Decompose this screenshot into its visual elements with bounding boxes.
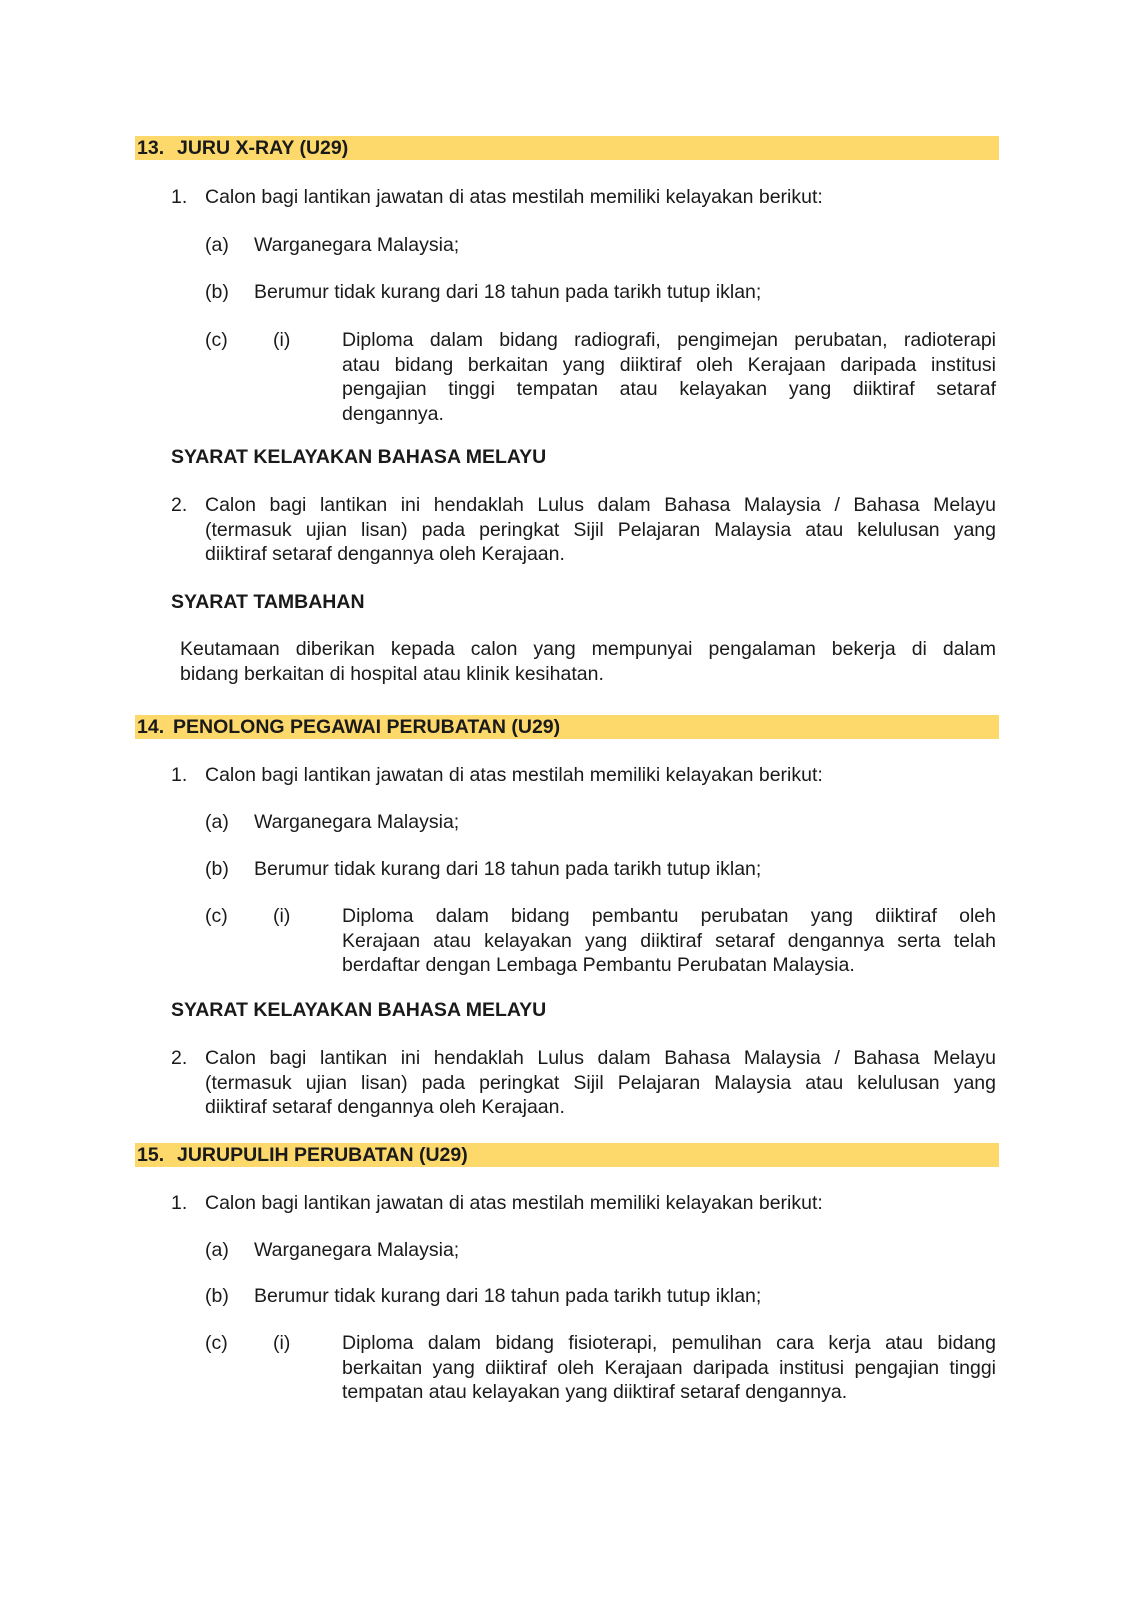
paragraph-line: tempatan atau kelayakan yang diiktiraf setaraf dengannya. — [342, 1381, 848, 1403]
item-text-a: Warganegara Malaysia; — [254, 234, 460, 256]
item-marker-c: (c) — [205, 1332, 228, 1354]
paragraph-line: Diploma dalam bidang fisioterapi, pemulihan cara kerja atau bidang — [342, 1332, 996, 1354]
section-title: JURU X-RAY (U29) — [177, 137, 349, 159]
paragraph-line: Calon bagi lantikan ini hendaklah Lulus dalam Bahasa Malaysia / Bahasa Melayu — [205, 1047, 996, 1069]
paragraph-line: atau bidang berkaitan yang diiktiraf oleh Kerajaan daripada institusi — [342, 353, 996, 376]
sub-marker-i: (i) — [273, 905, 291, 927]
paragraph-line: diiktiraf setaraf dengannya oleh Kerajaan. — [205, 543, 565, 565]
qualification-paragraph — [342, 904, 996, 978]
paragraph-line: Diploma dalam bidang pembantu perubatan yang diiktiraf oleh — [342, 905, 996, 927]
paragraph-line: (termasuk ujian lisan) pada peringkat Sijil Pelajaran Malaysia atau kelulusan yang — [205, 518, 996, 541]
paragraph-line: Diploma dalam bidang radiografi, pengimejan perubatan, radioterapi — [342, 329, 996, 351]
bm-paragraph — [205, 1046, 996, 1120]
bm-paragraph — [205, 493, 996, 567]
item-number: 1. — [171, 1192, 188, 1214]
paragraph-line: bidang berkaitan di hospital atau klinik kesihatan. — [180, 662, 604, 685]
bm-heading: SYARAT KELAYAKAN BAHASA MELAYU — [171, 999, 547, 1021]
item-marker-c: (c) — [205, 329, 228, 351]
section-title: JURUPULIH PERUBATAN (U29) — [177, 1144, 468, 1166]
item-text-a: Warganegara Malaysia; — [254, 1239, 460, 1261]
item-marker-c: (c) — [205, 905, 228, 927]
section-number: 14. — [137, 716, 165, 738]
paragraph-line: berkaitan yang diiktiraf oleh Kerajaan daripada institusi pengajian tinggi — [342, 1356, 996, 1379]
intro-text: Calon bagi lantikan jawatan di atas mestilah memiliki kelayakan berikut: — [205, 186, 823, 208]
paragraph-line: berdaftar dengan Lembaga Pembantu Perubatan Malaysia. — [342, 954, 855, 976]
bm-heading: SYARAT KELAYAKAN BAHASA MELAYU — [171, 446, 547, 468]
paragraph-line: Kerajaan atau kelayakan yang diiktiraf setaraf dengannya serta telah — [342, 929, 996, 952]
extra-paragraph — [180, 637, 996, 686]
item-marker-b: (b) — [205, 1285, 229, 1307]
item-text-a: Warganegara Malaysia; — [254, 811, 460, 833]
paragraph-line: (termasuk ujian lisan) pada peringkat Sijil Pelajaran Malaysia atau kelulusan yang — [205, 1071, 996, 1094]
item-number: 1. — [171, 186, 188, 208]
item-marker-b: (b) — [205, 858, 229, 880]
item-marker-a: (a) — [205, 1239, 229, 1261]
sub-marker-i: (i) — [273, 329, 291, 351]
item-text-b: Berumur tidak kurang dari 18 tahun pada tarikh tutup iklan; — [254, 858, 762, 880]
item-number: 2. — [171, 494, 188, 516]
section-14-header — [135, 715, 999, 739]
item-number: 2. — [171, 1047, 188, 1069]
qualification-paragraph — [342, 1331, 996, 1405]
paragraph-line: pengajian tinggi tempatan atau kelayakan yang diiktiraf setaraf — [342, 378, 996, 400]
item-text-b: Berumur tidak kurang dari 18 tahun pada tarikh tutup iklan; — [254, 281, 762, 303]
section-title: PENOLONG PEGAWAI PERUBATAN (U29) — [173, 716, 561, 738]
extra-heading: SYARAT TAMBAHAN — [171, 591, 365, 613]
section-number: 13. — [137, 137, 165, 159]
item-text-b: Berumur tidak kurang dari 18 tahun pada tarikh tutup iklan; — [254, 1285, 762, 1307]
item-number: 1. — [171, 764, 188, 786]
item-marker-b: (b) — [205, 281, 229, 303]
paragraph-line: Keutamaan diberikan kepada calon yang mempunyai pengalaman bekerja di dalam — [180, 638, 996, 660]
section-15-header — [135, 1143, 999, 1167]
section-13-header — [135, 136, 999, 160]
paragraph-line: Calon bagi lantikan ini hendaklah Lulus dalam Bahasa Malaysia / Bahasa Melayu — [205, 494, 996, 516]
paragraph-line: diiktiraf setaraf dengannya oleh Kerajaan. — [205, 1096, 565, 1118]
sub-marker-i: (i) — [273, 1332, 291, 1354]
intro-text: Calon bagi lantikan jawatan di atas mestilah memiliki kelayakan berikut: — [205, 1192, 823, 1214]
section-number: 15. — [137, 1144, 165, 1166]
intro-text: Calon bagi lantikan jawatan di atas mestilah memiliki kelayakan berikut: — [205, 764, 823, 786]
item-marker-a: (a) — [205, 811, 229, 833]
paragraph-line: dengannya. — [342, 402, 444, 425]
qualification-paragraph — [342, 328, 996, 426]
item-marker-a: (a) — [205, 234, 229, 256]
